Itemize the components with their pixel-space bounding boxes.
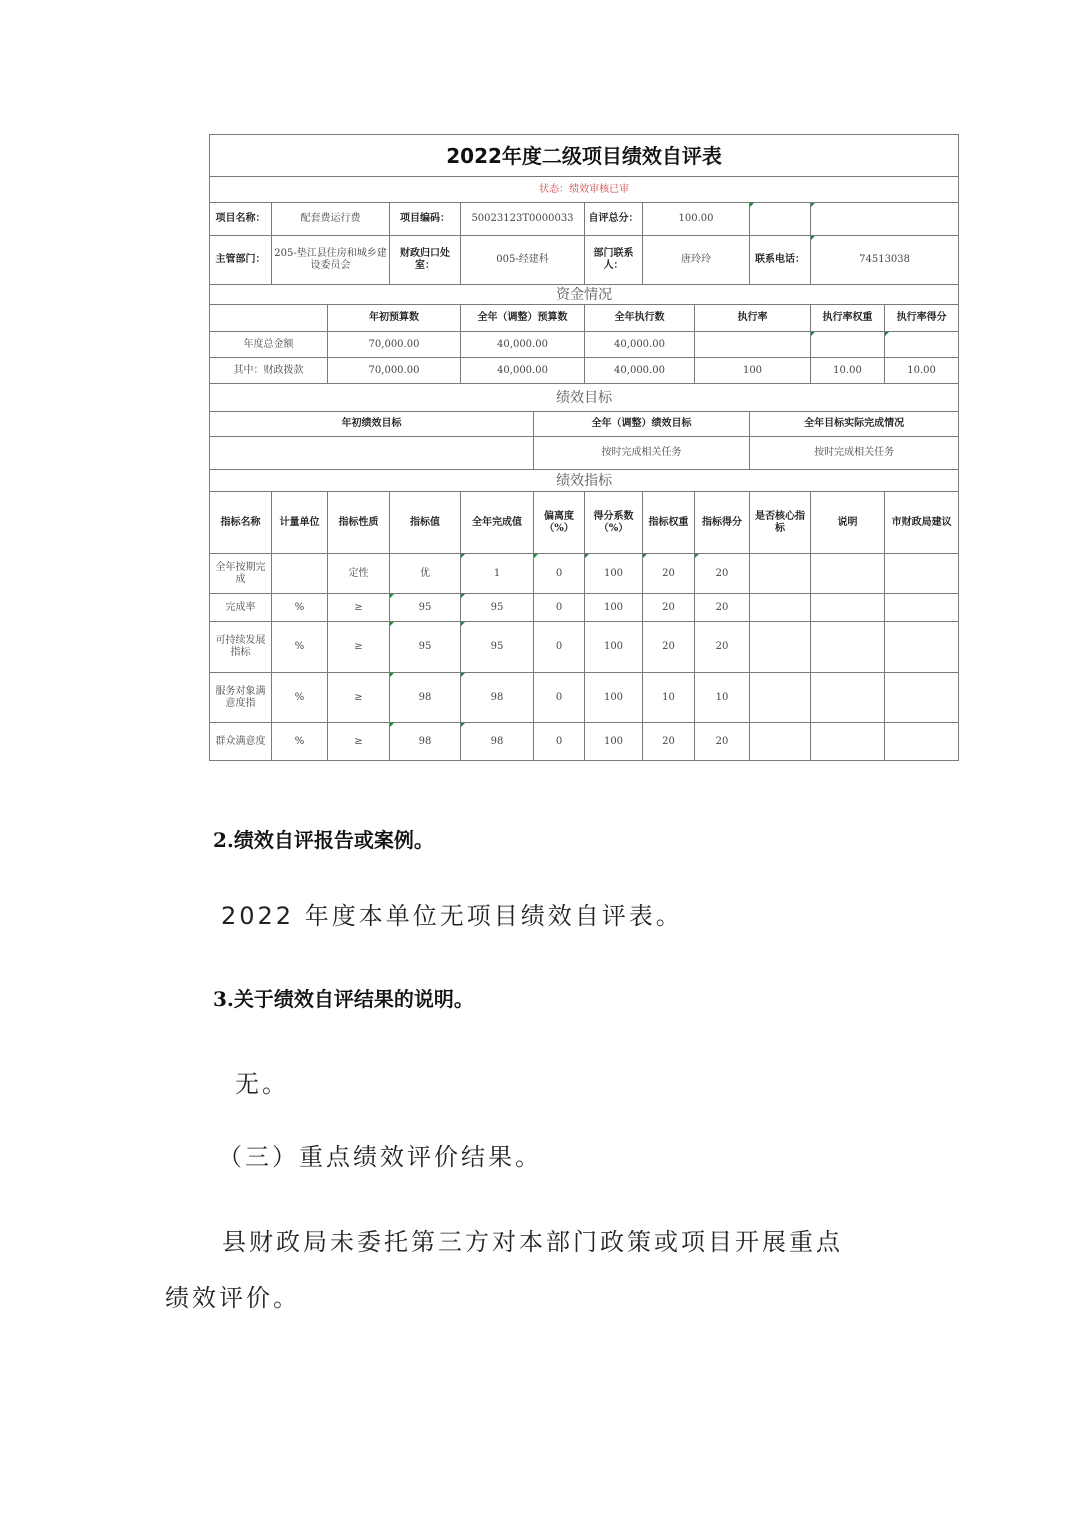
finance-office-value: 005-经建科 (461, 236, 585, 285)
indicator-header-suggestion: 市财政局建议 (885, 492, 959, 554)
project-code-label: 项目编码： (390, 203, 461, 236)
empty-cell (811, 203, 959, 236)
indicator-name: 可持续发展指标 (210, 622, 272, 673)
indicator-coefficient: 100 (585, 622, 643, 673)
indicator-nature: ≥ (328, 622, 390, 673)
table-title: 2022年度二级项目绩效自评表 (210, 135, 959, 177)
indicator-core (750, 723, 811, 761)
indicator-score: 20 (695, 723, 750, 761)
indicator-suggestion (885, 723, 959, 761)
funds-section-heading: 资金情况 (210, 285, 959, 305)
indicator-name: 服务对象满意度指 (210, 673, 272, 723)
indicator-weight: 20 (643, 594, 695, 622)
funds-row-score: 10.00 (885, 358, 959, 384)
heading-results-explanation: 3.关于绩效自评结果的说明。 (213, 987, 474, 1011)
indicator-header-coefficient: 得分系数（%） (585, 492, 643, 554)
funds-row-initial: 70,000.00 (328, 332, 461, 358)
indicator-unit: % (272, 594, 328, 622)
funds-row-label: 年度总金额 (210, 332, 328, 358)
indicator-score: 10 (695, 673, 750, 723)
indicator-core (750, 554, 811, 594)
indicator-score: 20 (695, 554, 750, 594)
indicator-weight: 20 (643, 554, 695, 594)
indicator-coefficient: 100 (585, 594, 643, 622)
indicator-coefficient: 100 (585, 723, 643, 761)
indicator-header-actual: 全年完成值 (461, 492, 534, 554)
goal-adjusted-value: 按时完成相关任务 (534, 437, 750, 470)
department-value: 205-垫江县住房和城乡建设委员会 (272, 236, 390, 285)
indicator-deviation: 0 (534, 673, 585, 723)
indicator-name: 完成率 (210, 594, 272, 622)
paragraph-key-evaluation-line1: 县财政局未委托第三方对本部门政策或项目开展重点 (222, 1228, 843, 1256)
indicators-section-heading: 绩效指标 (210, 470, 959, 492)
indicator-score: 20 (695, 594, 750, 622)
indicator-weight: 10 (643, 673, 695, 723)
empty-cell (750, 203, 811, 236)
paragraph-none: 无。 (235, 1070, 289, 1098)
indicator-name: 群众满意度 (210, 723, 272, 761)
indicator-note (811, 723, 885, 761)
indicator-nature: ≥ (328, 594, 390, 622)
indicator-header-unit: 计量单位 (272, 492, 328, 554)
performance-self-evaluation-table (209, 134, 959, 761)
indicator-weight: 20 (643, 622, 695, 673)
funds-row-executed: 40,000.00 (585, 332, 695, 358)
indicator-unit: % (272, 673, 328, 723)
indicator-core (750, 622, 811, 673)
indicator-header-nature: 指标性质 (328, 492, 390, 554)
funds-row-score (885, 332, 959, 358)
indicator-core (750, 673, 811, 723)
indicator-nature: 定性 (328, 554, 390, 594)
indicator-nature: ≥ (328, 723, 390, 761)
empty-cell (210, 305, 328, 332)
indicator-coefficient: 100 (585, 673, 643, 723)
indicator-header-deviation: 偏离度（%） (534, 492, 585, 554)
self-score-label: 自评总分： (585, 203, 643, 236)
goals-header-adjusted: 全年（调整）绩效目标 (534, 412, 750, 437)
indicator-weight: 20 (643, 723, 695, 761)
project-code-value: 50023123T0000033 (461, 203, 585, 236)
indicator-value: 95 (390, 594, 461, 622)
indicator-nature: ≥ (328, 673, 390, 723)
indicator-value: 优 (390, 554, 461, 594)
funds-header-weight: 执行率权重 (811, 305, 885, 332)
funds-row-rate: 100 (695, 358, 811, 384)
indicator-note (811, 594, 885, 622)
funds-row-initial: 70,000.00 (328, 358, 461, 384)
audit-status: 状态：绩效审核已审 (210, 177, 959, 203)
indicator-actual: 95 (461, 622, 534, 673)
paragraph-key-evaluation-line2: 绩效评价。 (165, 1284, 300, 1312)
indicator-value: 95 (390, 622, 461, 673)
funds-header-adjusted: 全年（调整）预算数 (461, 305, 585, 332)
funds-row-executed: 40,000.00 (585, 358, 695, 384)
indicator-header-value: 指标值 (390, 492, 461, 554)
indicator-header-note: 说明 (811, 492, 885, 554)
indicator-header-score: 指标得分 (695, 492, 750, 554)
phone-label: 联系电话： (750, 236, 811, 285)
indicator-core (750, 594, 811, 622)
goal-actual-value: 按时完成相关任务 (750, 437, 959, 470)
indicator-value: 98 (390, 723, 461, 761)
indicator-note (811, 673, 885, 723)
funds-row-label: 其中：财政拨款 (210, 358, 328, 384)
goal-initial-value (210, 437, 534, 470)
indicator-deviation: 0 (534, 622, 585, 673)
contact-person-label: 部门联系人： (585, 236, 643, 285)
indicator-suggestion (885, 554, 959, 594)
indicator-name: 全年按期完成 (210, 554, 272, 594)
indicator-note (811, 622, 885, 673)
paragraph-no-project-table: 2022 年度本单位无项目绩效自评表。 (221, 902, 683, 930)
funds-header-initial: 年初预算数 (328, 305, 461, 332)
indicator-actual: 98 (461, 723, 534, 761)
heading-key-evaluation-results: （三）重点绩效评价结果。 (218, 1143, 542, 1171)
indicator-header-name: 指标名称 (210, 492, 272, 554)
indicator-unit: % (272, 723, 328, 761)
funds-row-adjusted: 40,000.00 (461, 332, 585, 358)
indicator-actual: 95 (461, 594, 534, 622)
indicator-unit: % (272, 622, 328, 673)
finance-office-label: 财政归口处室： (390, 236, 461, 285)
indicator-deviation: 0 (534, 723, 585, 761)
contact-person-value: 唐玲玲 (643, 236, 750, 285)
goals-header-initial: 年初绩效目标 (210, 412, 534, 437)
heading-self-evaluation-report: 2.绩效自评报告或案例。 (213, 828, 434, 852)
indicator-score: 20 (695, 622, 750, 673)
indicator-suggestion (885, 673, 959, 723)
funds-header-score: 执行率得分 (885, 305, 959, 332)
funds-header-rate: 执行率 (695, 305, 811, 332)
indicator-note (811, 554, 885, 594)
project-name-value: 配套费运行费 (272, 203, 390, 236)
indicator-coefficient: 100 (585, 554, 643, 594)
indicator-deviation: 0 (534, 594, 585, 622)
indicator-unit (272, 554, 328, 594)
indicator-suggestion (885, 594, 959, 622)
self-score-value: 100.00 (643, 203, 750, 236)
indicator-actual: 98 (461, 673, 534, 723)
indicator-header-weight: 指标权重 (643, 492, 695, 554)
indicator-header-core: 是否核心指标 (750, 492, 811, 554)
department-label: 主管部门： (210, 236, 272, 285)
indicator-suggestion (885, 622, 959, 673)
funds-header-executed: 全年执行数 (585, 305, 695, 332)
project-name-label: 项目名称： (210, 203, 272, 236)
funds-row-rate (695, 332, 811, 358)
indicator-actual: 1 (461, 554, 534, 594)
phone-value: 74513038 (811, 236, 959, 285)
goals-section-heading: 绩效目标 (210, 384, 959, 412)
indicator-deviation: 0 (534, 554, 585, 594)
funds-row-adjusted: 40,000.00 (461, 358, 585, 384)
indicator-value: 98 (390, 673, 461, 723)
funds-row-weight (811, 332, 885, 358)
funds-row-weight: 10.00 (811, 358, 885, 384)
goals-header-actual: 全年目标实际完成情况 (750, 412, 959, 437)
